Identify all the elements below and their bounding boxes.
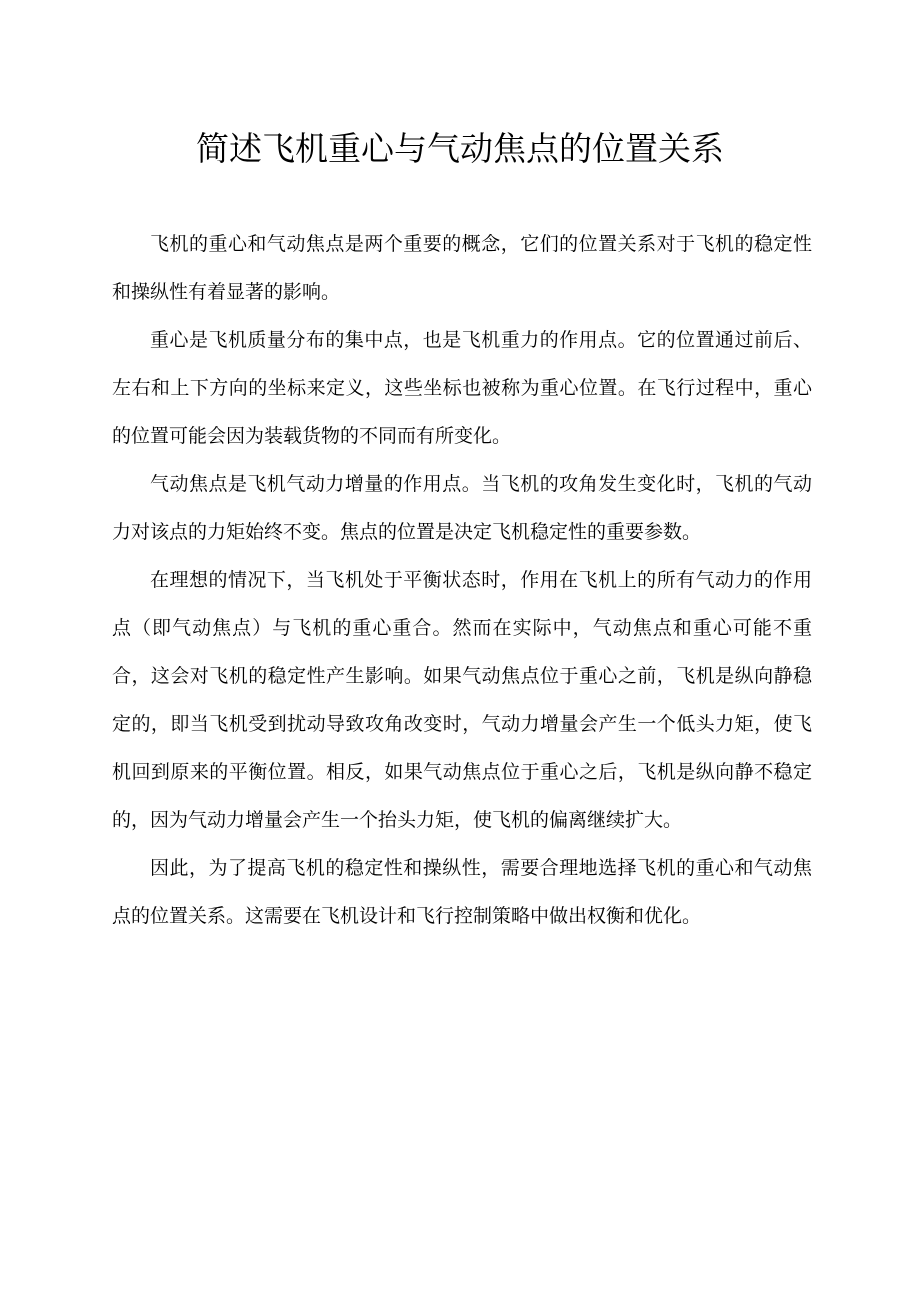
paragraph-2: 重心是飞机质量分布的集中点，也是飞机重力的作用点。它的位置通过前后、左右和上下方向的坐标来定义，这些坐标也被称为重心位置。在飞行过程中，重心的位置可能会因为装载货物的不同而有所变化。 xyxy=(112,329,812,447)
document-body xyxy=(112,220,812,940)
paragraph-5: 因此，为了提高飞机的稳定性和操纵性，需要合理地选择飞机的重心和气动焦点的位置关系。这需要在飞机设计和飞行控制策略中做出权衡和优化。 xyxy=(112,857,812,927)
paragraph-1: 飞机的重心和气动焦点是两个重要的概念，它们的位置关系对于飞机的稳定性和操纵性有着显著的影响。 xyxy=(112,233,812,303)
paragraph-3: 气动焦点是飞机气动力增量的作用点。当飞机的攻角发生变化时，飞机的气动力对该点的力矩始终不变。焦点的位置是决定飞机稳定性的重要参数。 xyxy=(112,473,812,543)
paragraph-4: 在理想的情况下，当飞机处于平衡状态时，作用在飞机上的所有气动力的作用点（即气动焦点）与飞机的重心重合。然而在实际中，气动焦点和重心可能不重合，这会对飞机的稳定性产生影响。如果气动焦点位于重心之前，飞机是纵向静稳定的，即当飞机受到扰动导致攻角改变时，气动力增量会产生一个低头力矩，使飞机回到原来的平衡位置。相反，如果气动焦点位于重心之后，飞机是纵向静不稳定的，因为气动力增量会产生一个抬头力矩，使飞机的偏离继续扩大。 xyxy=(112,569,812,831)
document-title: 简述飞机重心与气动焦点的位置关系 xyxy=(196,129,724,168)
